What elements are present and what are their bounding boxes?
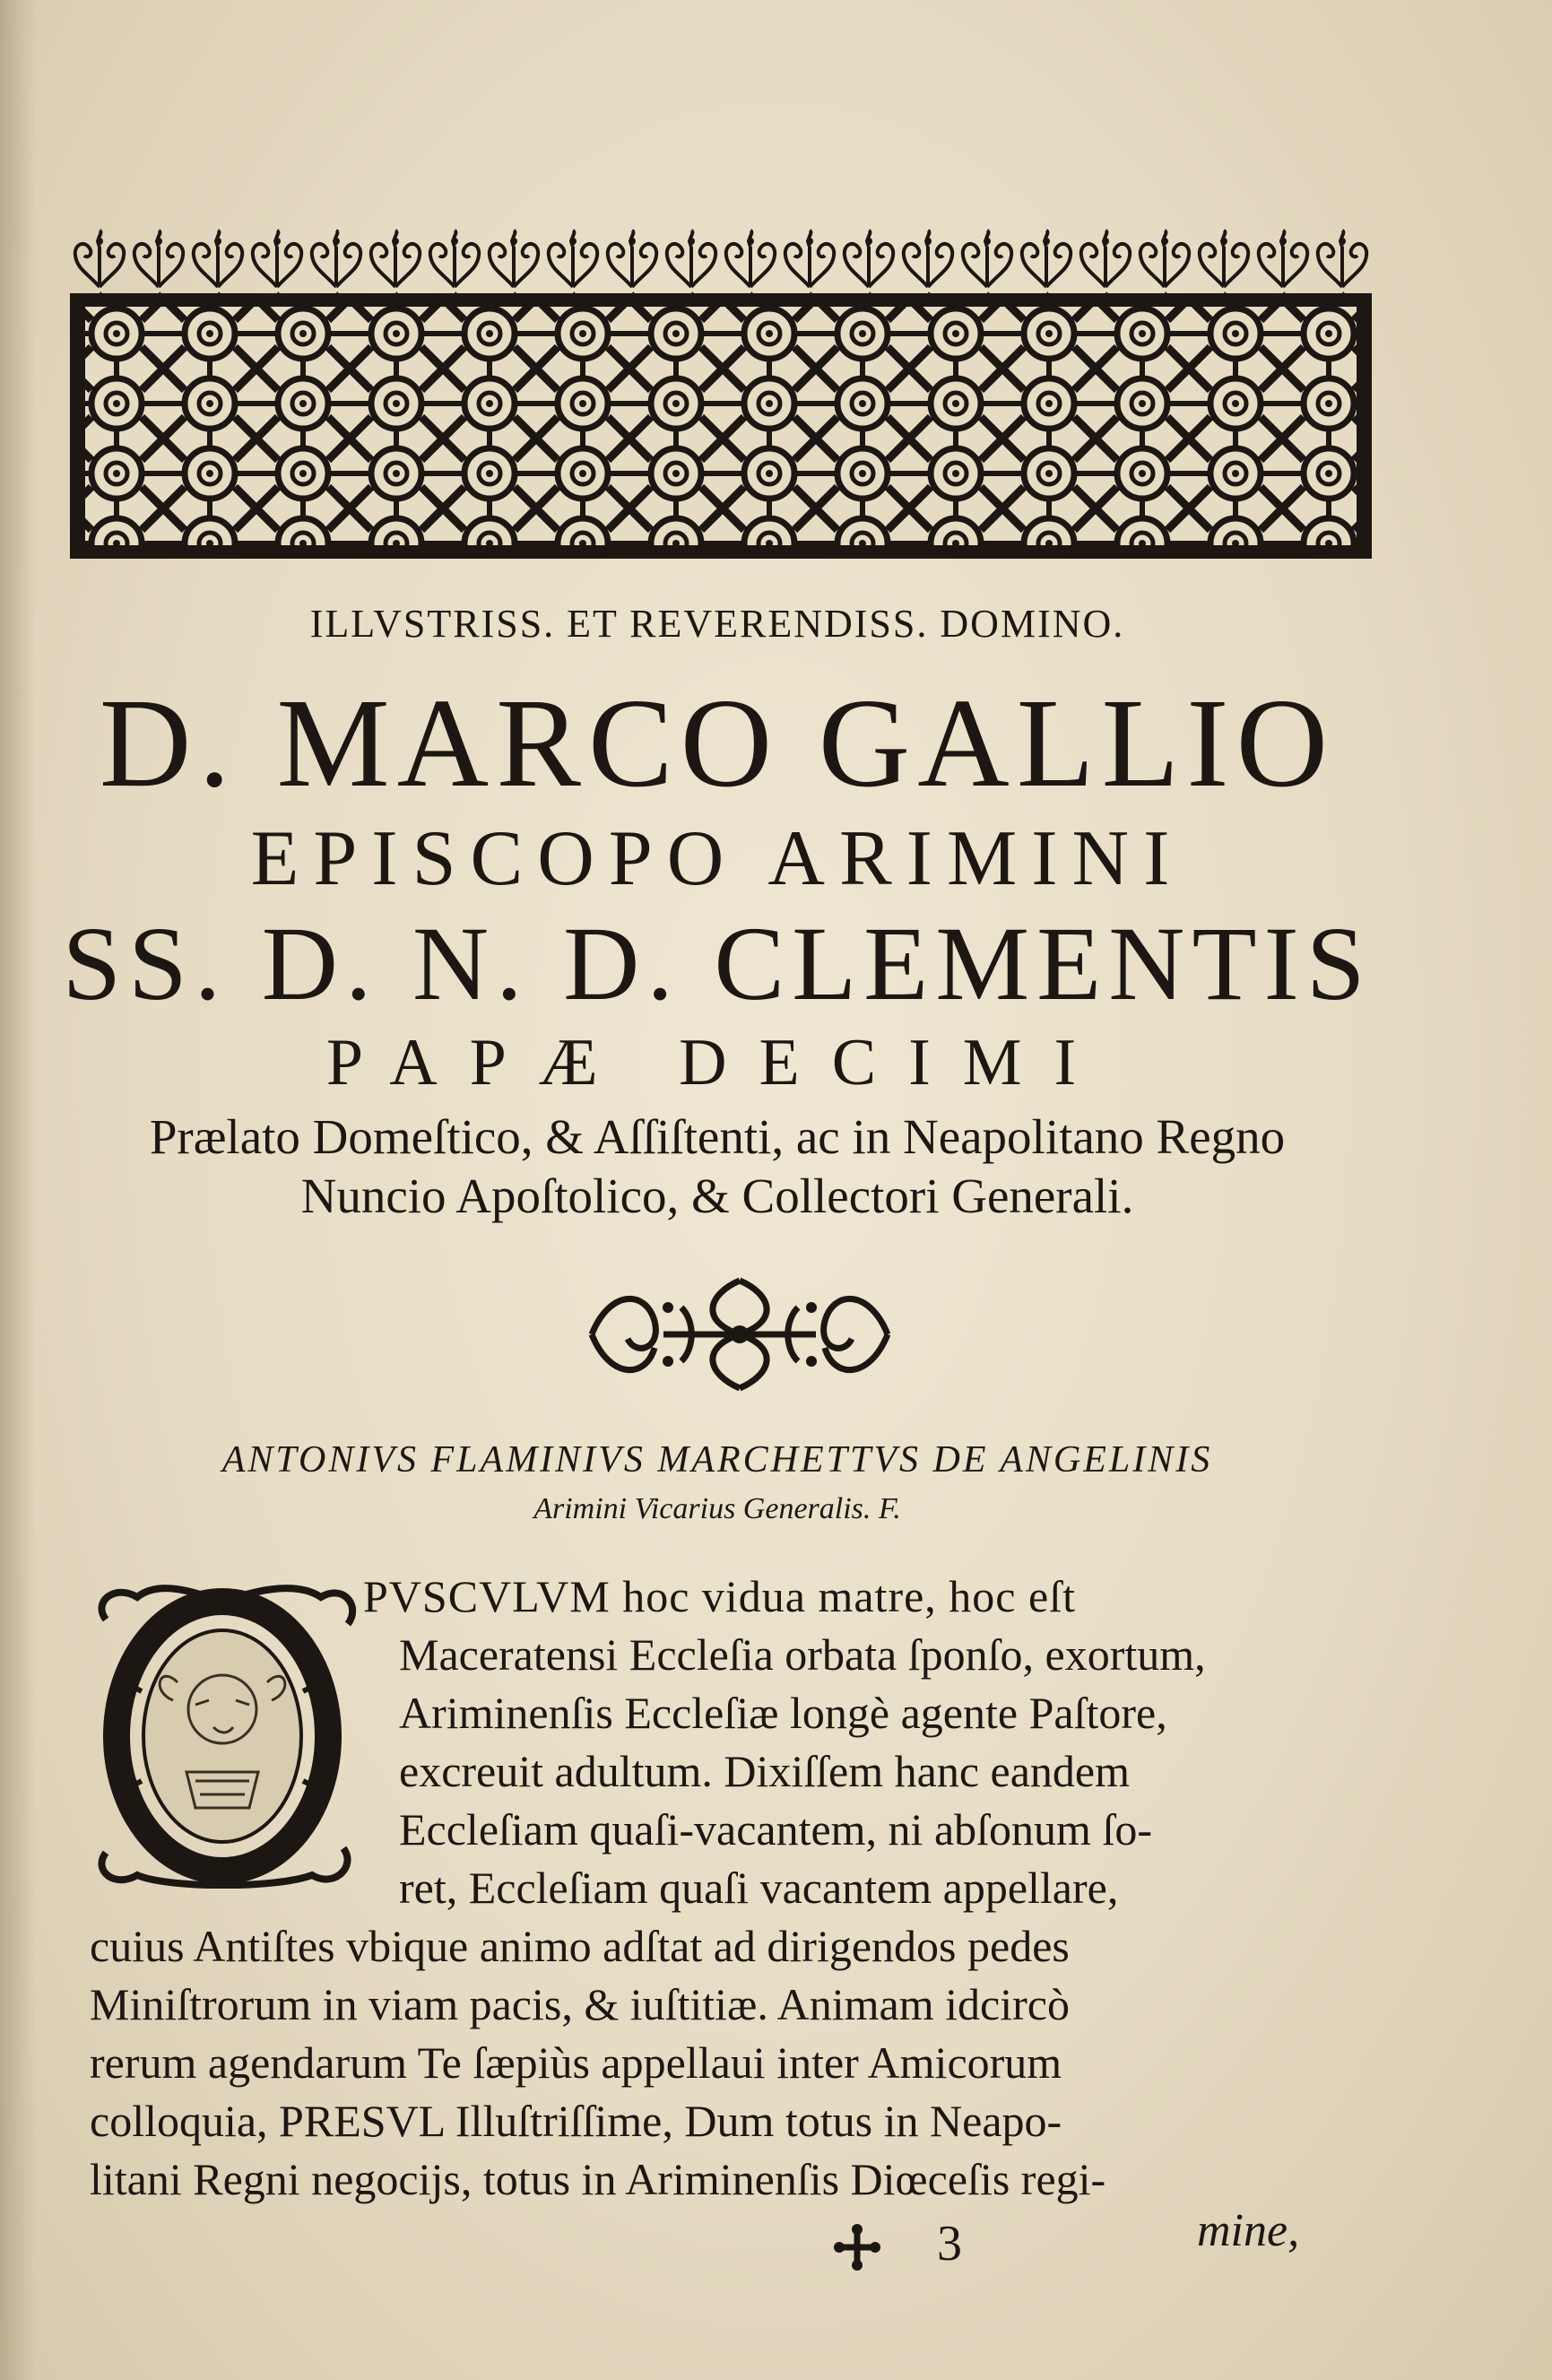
body-line-5: Eccleſiam quaſi-vacantem, ni abſonum ſo- bbox=[399, 1804, 1152, 1854]
titles-line-2: Nuncio Apoſtolico, & Collectori Generali. bbox=[300, 1168, 1134, 1223]
body-line-7: cuius Antiſtes vbique animo adſtat ad dirigendos pedes bbox=[90, 1921, 1070, 1971]
page-number: 3 bbox=[937, 2216, 962, 2271]
body-line-6: ret, Eccleſiam quaſi vacantem appellare, bbox=[399, 1863, 1119, 1913]
body-line-9: rerum agendarum Te ſæpiùs appellaui inter Amicorum bbox=[90, 2037, 1062, 2088]
body-line-2: Maceratensi Eccleſia orbata ſponſo, exortum, bbox=[399, 1629, 1206, 1680]
body-line-1: PVSCVLVM hoc vidua matre, hoc eſt bbox=[363, 1571, 1076, 1621]
dedicatee-name: D. MARCO GALLIO bbox=[99, 672, 1336, 813]
dedicatee-office: EPISCOPO ARIMINI bbox=[250, 815, 1184, 902]
page-gutter-shadow bbox=[0, 0, 36, 2380]
cross-fleuron-icon bbox=[832, 2222, 882, 2272]
fleuron-ornament bbox=[583, 1272, 897, 1397]
pope-number-line: PAPÆ DECIMI bbox=[325, 1026, 1109, 1099]
body-line-3: Ariminenſis Eccleſiæ longè agente Paſtore, bbox=[399, 1688, 1167, 1738]
body-line-10: colloquia, PRESVL Illuſtriſſime, Dum totus in Neapo- bbox=[90, 2096, 1062, 2146]
author-name-line: ANTONIVS FLAMINIVS MARCHETTVS DE ANGELINIS bbox=[221, 1439, 1213, 1481]
historiated-initial-o bbox=[88, 1584, 361, 1889]
titles-line-1: Prælato Domeſtico, & Aſſiſtenti, ac in Neapolitano Regno bbox=[149, 1109, 1286, 1164]
catchword: mine, bbox=[1197, 2205, 1300, 2256]
dedication-line: ILLVSTRISS. ET REVERENDISS. DOMINO. bbox=[309, 602, 1125, 646]
body-line-11: litani Regni negocijs, totus in Ariminenſis Diœceſis regi- bbox=[90, 2154, 1106, 2204]
pope-name-line: SS. D. N. D. CLEMENTIS bbox=[62, 905, 1373, 1022]
woodcut-headpiece-ornament bbox=[70, 229, 1372, 559]
author-title-line: Arimini Vicarius Generalis. F. bbox=[533, 1492, 901, 1525]
body-line-4: excreuit adultum. Dixiſſem hanc eandem bbox=[399, 1746, 1130, 1796]
body-line-8: Miniſtrorum in viam pacis, & iuſtitiæ. Animam idcircò bbox=[90, 1979, 1070, 2029]
